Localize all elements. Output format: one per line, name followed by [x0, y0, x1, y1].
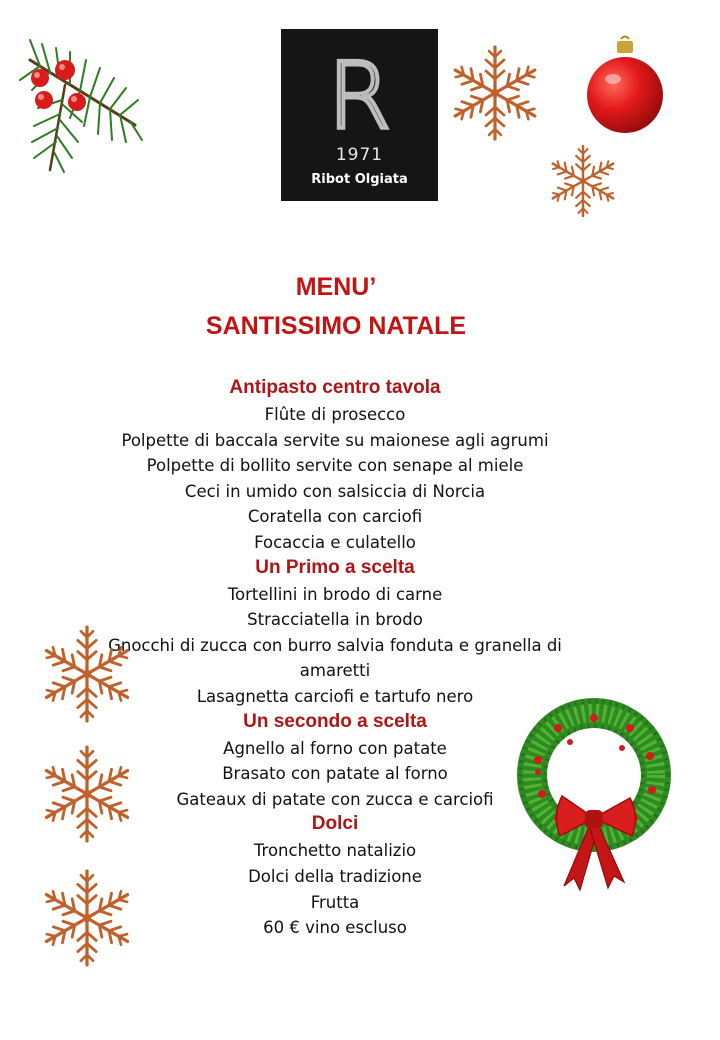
- menu-item: Polpette di bollito servite con senape al miele: [146, 456, 524, 476]
- menu-price: 60 € vino escluso: [263, 918, 407, 938]
- menu-item: Coratella con carciofi: [247, 507, 423, 527]
- menu-item: Dolci della tradizione: [248, 866, 422, 886]
- section-heading: Dolci: [311, 813, 359, 835]
- section-heading: Un secondo a scelta: [243, 710, 427, 732]
- christmas-wreath-icon: [512, 690, 677, 895]
- menu-item: Polpette di baccala servite su maionese agli agrumi: [121, 430, 549, 450]
- menu-item: Gateaux di patate con zucca e carciofi: [176, 789, 494, 809]
- menu-item: Lasagnetta carciofi e tartufo nero: [196, 686, 474, 706]
- snowflake-icon: [36, 862, 138, 974]
- menu-body: [84, 376, 586, 941]
- menu-item: Gnocchi di zucca con burro salvia fonduta e granella di amaretti: [108, 635, 562, 681]
- snowflake-icon: [445, 38, 545, 148]
- menu-item: Frutta: [310, 892, 360, 912]
- menu-item: Stracciatella in brodo: [247, 610, 423, 630]
- menu-item: Tronchetto natalizio: [253, 841, 417, 861]
- logo-letter: R: [327, 43, 392, 150]
- menu-item: Agnello al forno con patate: [223, 738, 447, 758]
- snowflake-icon: [36, 618, 138, 730]
- menu-item: Flûte di prosecco: [264, 405, 406, 424]
- restaurant-logo: [281, 29, 438, 201]
- logo-year: 1971: [335, 145, 384, 165]
- menu-item: Focaccia e culatello: [254, 532, 416, 552]
- snowflake-icon: [36, 738, 138, 850]
- menu-title: MENU’: [295, 273, 377, 301]
- logo-brand: Ribot Olgiata: [311, 172, 408, 187]
- menu-subtitle: SANTISSIMO NATALE: [205, 312, 467, 340]
- menu-item: Tortellini in brodo di carne: [227, 584, 443, 604]
- section-heading: Antipasto centro tavola: [229, 377, 441, 398]
- section-heading: Un Primo a scelta: [255, 556, 415, 578]
- pine-branch-icon: [10, 30, 145, 180]
- menu-item: Brasato con patate al forno: [222, 764, 448, 784]
- menu-item: Ceci in umido con salsiccia di Norcia: [184, 481, 486, 501]
- christmas-ornament-icon: [583, 35, 668, 140]
- snowflake-icon: [545, 138, 621, 224]
